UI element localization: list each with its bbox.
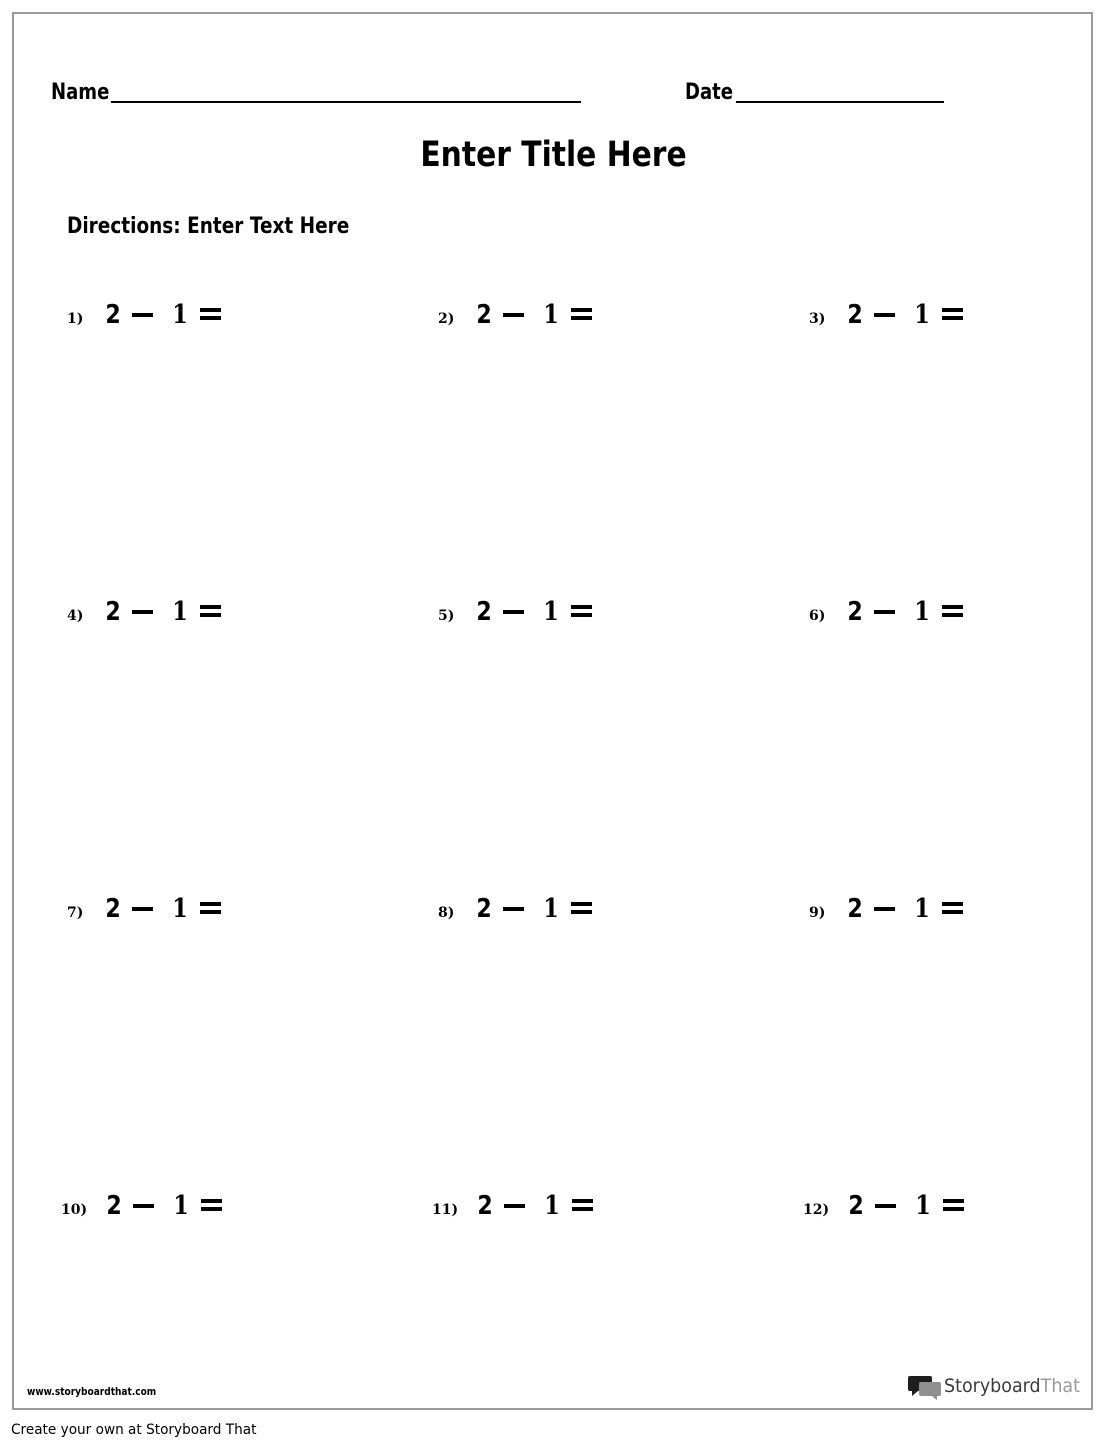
minus-sign [503, 610, 524, 614]
site-url: www.storyboardthat.com [27, 1385, 157, 1398]
equals-sign-top [200, 605, 221, 609]
equals-sign-top [572, 1199, 593, 1203]
problem-item [438, 597, 638, 637]
problem-number: 6) [809, 608, 826, 624]
subtrahend: 1 [543, 894, 559, 924]
equals-sign-top [201, 1199, 222, 1203]
subtrahend: 1 [915, 1191, 931, 1221]
subtrahend: 1 [172, 894, 188, 924]
minuend: 2 [106, 1191, 122, 1221]
minus-sign [132, 610, 153, 614]
date-label: Date [685, 80, 734, 105]
equals-sign-top [942, 308, 963, 312]
subtrahend: 1 [172, 597, 188, 627]
equals-sign-top [200, 308, 221, 312]
footer-credit: Create your own at Storyboard That [11, 1422, 257, 1438]
name-line [111, 101, 581, 103]
problem-number: 3) [809, 311, 826, 327]
minuend: 2 [847, 597, 863, 627]
equals-sign-bottom [942, 613, 963, 617]
equals-sign-bottom [571, 316, 592, 320]
problem-number: 5) [438, 608, 455, 624]
problem-item [61, 1191, 261, 1231]
equals-sign-top [942, 605, 963, 609]
problem-number: 8) [438, 905, 455, 921]
minuend: 2 [847, 894, 863, 924]
brand-part-1: Storyboard [944, 1375, 1041, 1397]
minuend: 2 [105, 597, 121, 627]
minus-sign [133, 1204, 154, 1208]
equals-sign-bottom [571, 613, 592, 617]
equals-sign-top [571, 902, 592, 906]
equals-sign-top [200, 902, 221, 906]
equals-sign-bottom [200, 613, 221, 617]
subtrahend: 1 [172, 300, 188, 330]
problem-item [809, 300, 1009, 340]
minuend: 2 [476, 300, 492, 330]
problem-item [438, 300, 638, 340]
equals-sign-bottom [201, 1207, 222, 1211]
subtrahend: 1 [543, 300, 559, 330]
problem-item [803, 1191, 1003, 1231]
problem-item [438, 894, 638, 934]
subtrahend: 1 [914, 300, 930, 330]
problem-number: 11) [432, 1202, 459, 1218]
problem-number: 10) [61, 1202, 88, 1218]
subtrahend: 1 [914, 894, 930, 924]
minuend: 2 [476, 894, 492, 924]
problem-number: 12) [803, 1202, 830, 1218]
equals-sign-bottom [200, 316, 221, 320]
equals-sign-bottom [571, 910, 592, 914]
minuend: 2 [847, 300, 863, 330]
problem-number: 2) [438, 311, 455, 327]
problem-number: 9) [809, 905, 826, 921]
minus-sign [132, 907, 153, 911]
equals-sign-top [943, 1199, 964, 1203]
minus-sign [503, 907, 524, 911]
equals-sign-bottom [942, 316, 963, 320]
directions-text: Directions: Enter Text Here [67, 214, 350, 239]
minuend: 2 [105, 300, 121, 330]
chat-bubbles-icon [908, 1373, 942, 1401]
minus-sign [875, 1204, 896, 1208]
page-title: Enter Title Here [420, 135, 687, 175]
brand-part-2: That [1040, 1375, 1080, 1397]
minuend: 2 [848, 1191, 864, 1221]
equals-sign-bottom [200, 910, 221, 914]
subtrahend: 1 [544, 1191, 560, 1221]
name-label: Name [51, 80, 110, 105]
minuend: 2 [477, 1191, 493, 1221]
subtrahend: 1 [543, 597, 559, 627]
problem-number: 1) [67, 311, 84, 327]
minus-sign [874, 907, 895, 911]
minus-sign [504, 1204, 525, 1208]
equals-sign-bottom [942, 910, 963, 914]
equals-sign-top [571, 605, 592, 609]
problem-item [809, 894, 1009, 934]
problem-number: 4) [67, 608, 84, 624]
subtrahend: 1 [173, 1191, 189, 1221]
minuend: 2 [476, 597, 492, 627]
minus-sign [503, 313, 524, 317]
equals-sign-top [942, 902, 963, 906]
problem-item [67, 300, 267, 340]
minus-sign [132, 313, 153, 317]
minuend: 2 [105, 894, 121, 924]
problem-item [809, 597, 1009, 637]
minus-sign [874, 610, 895, 614]
problem-item [432, 1191, 632, 1231]
problem-item [67, 597, 267, 637]
equals-sign-bottom [572, 1207, 593, 1211]
equals-sign-bottom [943, 1207, 964, 1211]
problem-item [67, 894, 267, 934]
problem-number: 7) [67, 905, 84, 921]
subtrahend: 1 [914, 597, 930, 627]
date-line [736, 101, 944, 103]
equals-sign-top [571, 308, 592, 312]
minus-sign [874, 313, 895, 317]
